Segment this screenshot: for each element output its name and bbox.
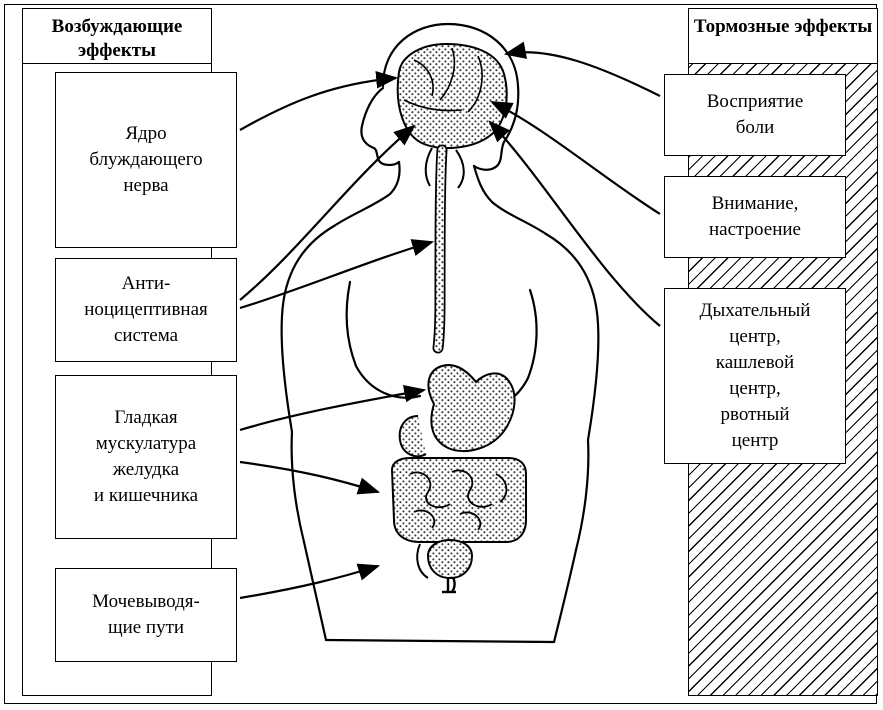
box-vagus-nucleus[interactable] xyxy=(55,72,237,248)
box-vagus-nucleus-line1: Ядро xyxy=(125,123,167,144)
arrow-pain-to-brain xyxy=(506,52,660,96)
box-vagus-nucleus-line3: нерва xyxy=(123,175,169,196)
box-pain-perception-line1: Восприятие xyxy=(706,91,804,112)
box-smooth-muscle-line4: и кишечника xyxy=(93,485,199,506)
right-panel-title-line1: Тормозные xyxy=(693,16,790,37)
box-respiratory-line6: центр xyxy=(731,430,779,451)
left-panel-title xyxy=(22,8,212,64)
right-panel-title-line2: эффекты xyxy=(794,16,873,37)
box-urinary-tract[interactable] xyxy=(55,568,237,662)
arrow-attention-to-brain xyxy=(492,102,660,214)
left-panel-title-line1: Возбуждающие xyxy=(51,16,183,37)
box-respiratory-line4: центр, xyxy=(729,378,781,399)
box-smooth-muscle-line2: мускулатура xyxy=(95,433,197,454)
box-respiratory-cough-vomit-center[interactable] xyxy=(664,288,846,464)
box-urinary-tract-line1: Мочевыводя- xyxy=(92,591,200,612)
box-smooth-muscle-line1: Гладкая xyxy=(114,407,178,428)
arrow-muscle-to-intestine xyxy=(240,462,378,492)
box-vagus-nucleus-line2: блуждающего xyxy=(89,149,203,170)
box-smooth-muscle[interactable] xyxy=(55,375,237,539)
box-antinociceptive-line2: ноцицептивная xyxy=(84,299,208,320)
arrow-vagus-to-brain xyxy=(240,78,396,130)
box-antinociceptive-line3: система xyxy=(113,325,179,346)
arrow-urinary-to-bladder xyxy=(240,566,378,598)
arrow-antinoc-to-brain xyxy=(240,126,414,300)
box-attention-mood-line2: настроение xyxy=(708,219,801,240)
box-respiratory-line1: Дыхательный xyxy=(699,300,811,321)
box-respiratory-line3: кашлевой xyxy=(715,352,795,373)
box-urinary-tract-line2: щие пути xyxy=(107,617,185,638)
right-panel-title xyxy=(688,8,878,64)
box-respiratory-line5: рвотный xyxy=(720,404,790,425)
left-panel-title-line2: эффекты xyxy=(78,40,156,61)
arrow-muscle-to-stomach xyxy=(240,390,424,430)
box-attention-mood-line1: Внимание, xyxy=(711,193,799,214)
box-respiratory-line2: центр, xyxy=(729,326,781,347)
box-antinociceptive-line1: Анти- xyxy=(121,273,171,294)
box-antinociceptive-system[interactable] xyxy=(55,258,237,362)
box-pain-perception[interactable] xyxy=(664,74,846,156)
box-attention-mood[interactable] xyxy=(664,176,846,258)
box-smooth-muscle-line3: желудка xyxy=(112,459,180,480)
box-pain-perception-line2: боли xyxy=(735,117,775,138)
arrow-respiratory-to-brain xyxy=(490,122,660,326)
